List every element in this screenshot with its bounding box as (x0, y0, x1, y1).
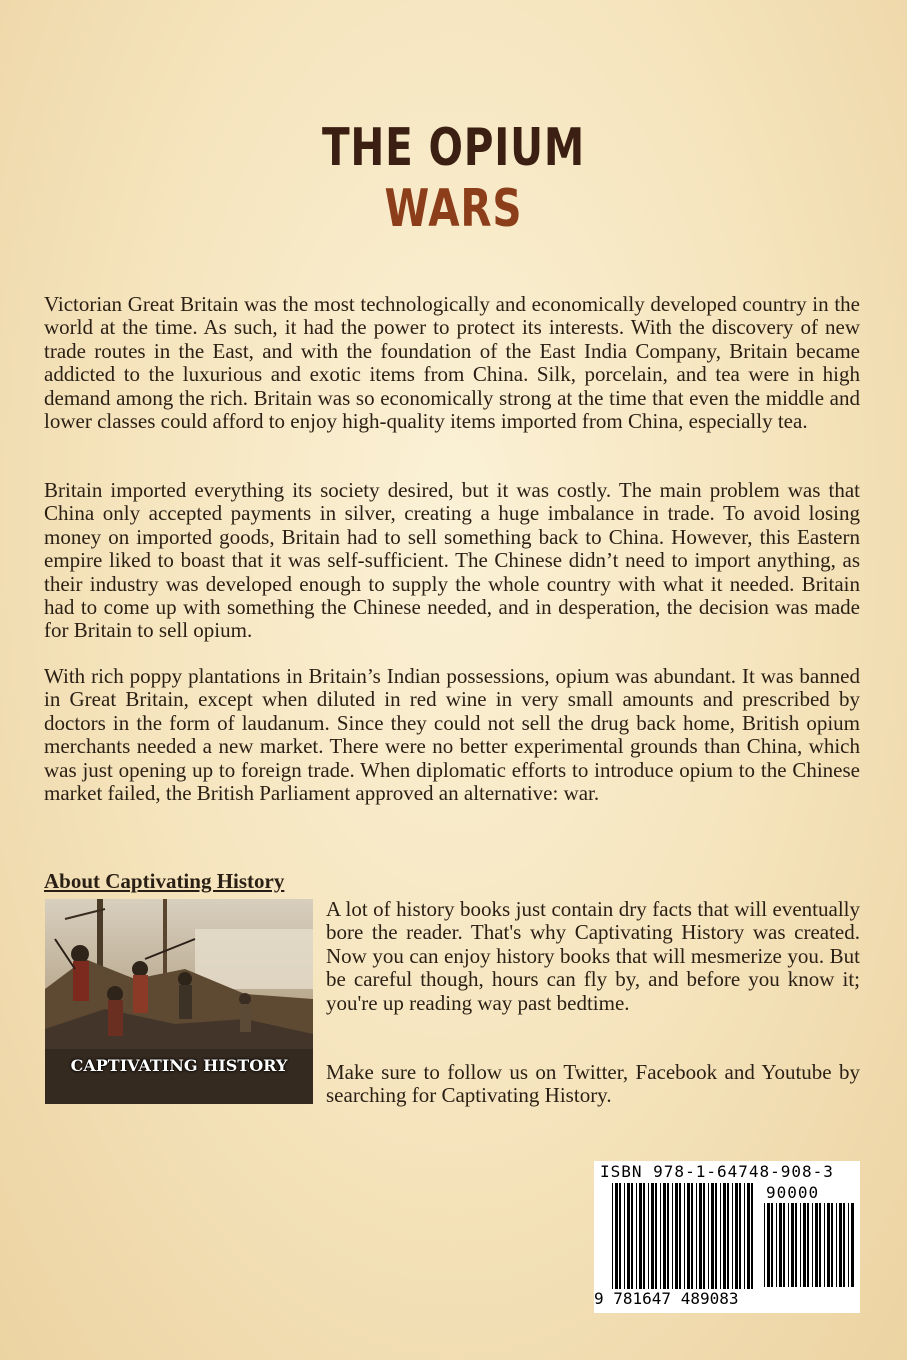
title-line-1: THE OPIUM (321, 118, 586, 178)
isbn-number: ISBN 978-1-64748-908-3 (600, 1162, 834, 1181)
barcode-bar (660, 1183, 661, 1289)
barcode-bar (691, 1183, 693, 1289)
price-code: 90000 (766, 1183, 820, 1202)
barcode-bar (812, 1203, 813, 1287)
barcode-bar (699, 1183, 702, 1289)
barcode-bar (732, 1183, 733, 1289)
barcode-bar (612, 1183, 613, 1289)
barcode-bar (851, 1203, 854, 1287)
barcode-bar (663, 1183, 666, 1289)
about-heading: About Captivating History (44, 869, 285, 893)
barcode-bar (696, 1183, 697, 1289)
barcode-bar (831, 1203, 833, 1287)
barcode-bar (727, 1183, 729, 1289)
barcode-bar (771, 1203, 773, 1287)
barcode-bar (807, 1203, 809, 1287)
barcode-bar (824, 1203, 825, 1287)
isbn-barcode (594, 1161, 860, 1313)
book-title (0, 118, 907, 240)
barcode-bar (711, 1183, 714, 1289)
barcode-bar (795, 1203, 797, 1287)
ean-barcode-bars (612, 1183, 756, 1289)
barcode-bar (715, 1183, 717, 1289)
barcode-bar (720, 1183, 721, 1289)
barcode-bar (839, 1203, 842, 1287)
barcode-digits: 9 781647 489083 (594, 1289, 739, 1308)
barcode-bar (639, 1183, 642, 1289)
blurb-paragraph-1: Victorian Great Britain was the most technologically and economically developed country in the world at the time. As such, it had the power to protect its interests. With the discovery of new trade routes in the East, and with the foundation of the East India Company, Britain became addicted to the luxurious and exotic items from China. Silk, porcelain, and tea were in high demand among the rich. Britain was so economically strong at the time that even the middle and lower classes could afford to enjoy high-quality items imported from China, especially tea. (44, 292, 860, 434)
barcode-bar (827, 1203, 830, 1287)
barcode-bar (684, 1183, 685, 1289)
barcode-bar (747, 1183, 750, 1289)
barcode-bar (655, 1183, 657, 1289)
barcode-bar (735, 1183, 738, 1289)
barcode-bar (767, 1203, 770, 1287)
blurb-paragraph-2: Britain imported everything its society desired, but it was costly. The main problem was that China only accepted payments in silver, creating a huge imbalance in trade. To avoid losing money on imported goods, Britain had to sell something back to China. However, this Eastern empire liked to boast that it was self-sufficient. The Chinese didn’t need to import anything, as their industry was developed enough to supply the whole country with what it needed. Britain had to come up with something the Chinese needed, and in desperation, the decision was made for Britain to sell opium. (44, 478, 860, 643)
barcode-bar (819, 1203, 821, 1287)
about-paragraph-1: A lot of history books just contain dry facts that will eventually bore the reader. That's why Captivating History was created. Now you can enjoy history books that will mesmerize you. But be careful though, hours can fly by, and before you know it; you're up reading way past bedtime. (326, 897, 860, 1015)
barcode-bar (779, 1203, 782, 1287)
barcode-bar (624, 1183, 625, 1289)
barcode-bar (643, 1183, 645, 1289)
barcode-bar (739, 1183, 741, 1289)
barcode-bar (631, 1183, 633, 1289)
barcode-bar (703, 1183, 705, 1289)
barcode-bar (815, 1203, 818, 1287)
price-addon-bars (764, 1203, 854, 1287)
barcode-bar (675, 1183, 678, 1289)
barcode-bar (788, 1203, 789, 1287)
blurb-paragraph-3: With rich poppy plantations in Britain’s Indian possessions, opium was abundant. It was banned in Great Britain, except when diluted in red wine in very small amounts and prescribed by doctors in the form of laudanum. Since they could not sell the drug back home, British opium merchants needed a new market. There were no better experimental grounds than China, which was just opening up to foreign trade. When diplomatic efforts to introduce opium to the Chinese market failed, the British Parliament approved an alternative: war. (44, 664, 860, 806)
barcode-bar (667, 1183, 669, 1289)
barcode-bar (783, 1203, 785, 1287)
barcode-bar (619, 1183, 621, 1289)
barcode-bar (803, 1203, 806, 1287)
barcode-bar (636, 1183, 637, 1289)
barcode-bar (791, 1203, 794, 1287)
publisher-image (45, 899, 313, 1104)
barcode-bar (651, 1183, 654, 1289)
barcode-bar (672, 1183, 673, 1289)
barcode-bar (751, 1183, 753, 1289)
barcode-bar (843, 1203, 845, 1287)
barcode-bar (764, 1203, 765, 1287)
barcode-bar (627, 1183, 630, 1289)
about-paragraph-2: Make sure to follow us on Twitter, Facebook and Youtube by searching for Captivating History. (326, 1060, 860, 1108)
barcode-bar (744, 1183, 745, 1289)
barcode-bar (679, 1183, 681, 1289)
title-line-2: WARS (384, 179, 523, 239)
barcode-bar (776, 1203, 777, 1287)
captivating-history-logo-text: CAPTIVATING HISTORY (70, 1056, 288, 1075)
barcode-bar (836, 1203, 837, 1287)
barcode-bar (723, 1183, 726, 1289)
barcode-bar (615, 1183, 618, 1289)
barcode-bar (800, 1203, 801, 1287)
barcode-bar (708, 1183, 709, 1289)
barcode-bar (687, 1183, 690, 1289)
barcode-bar (848, 1203, 849, 1287)
barcode-bar (648, 1183, 649, 1289)
